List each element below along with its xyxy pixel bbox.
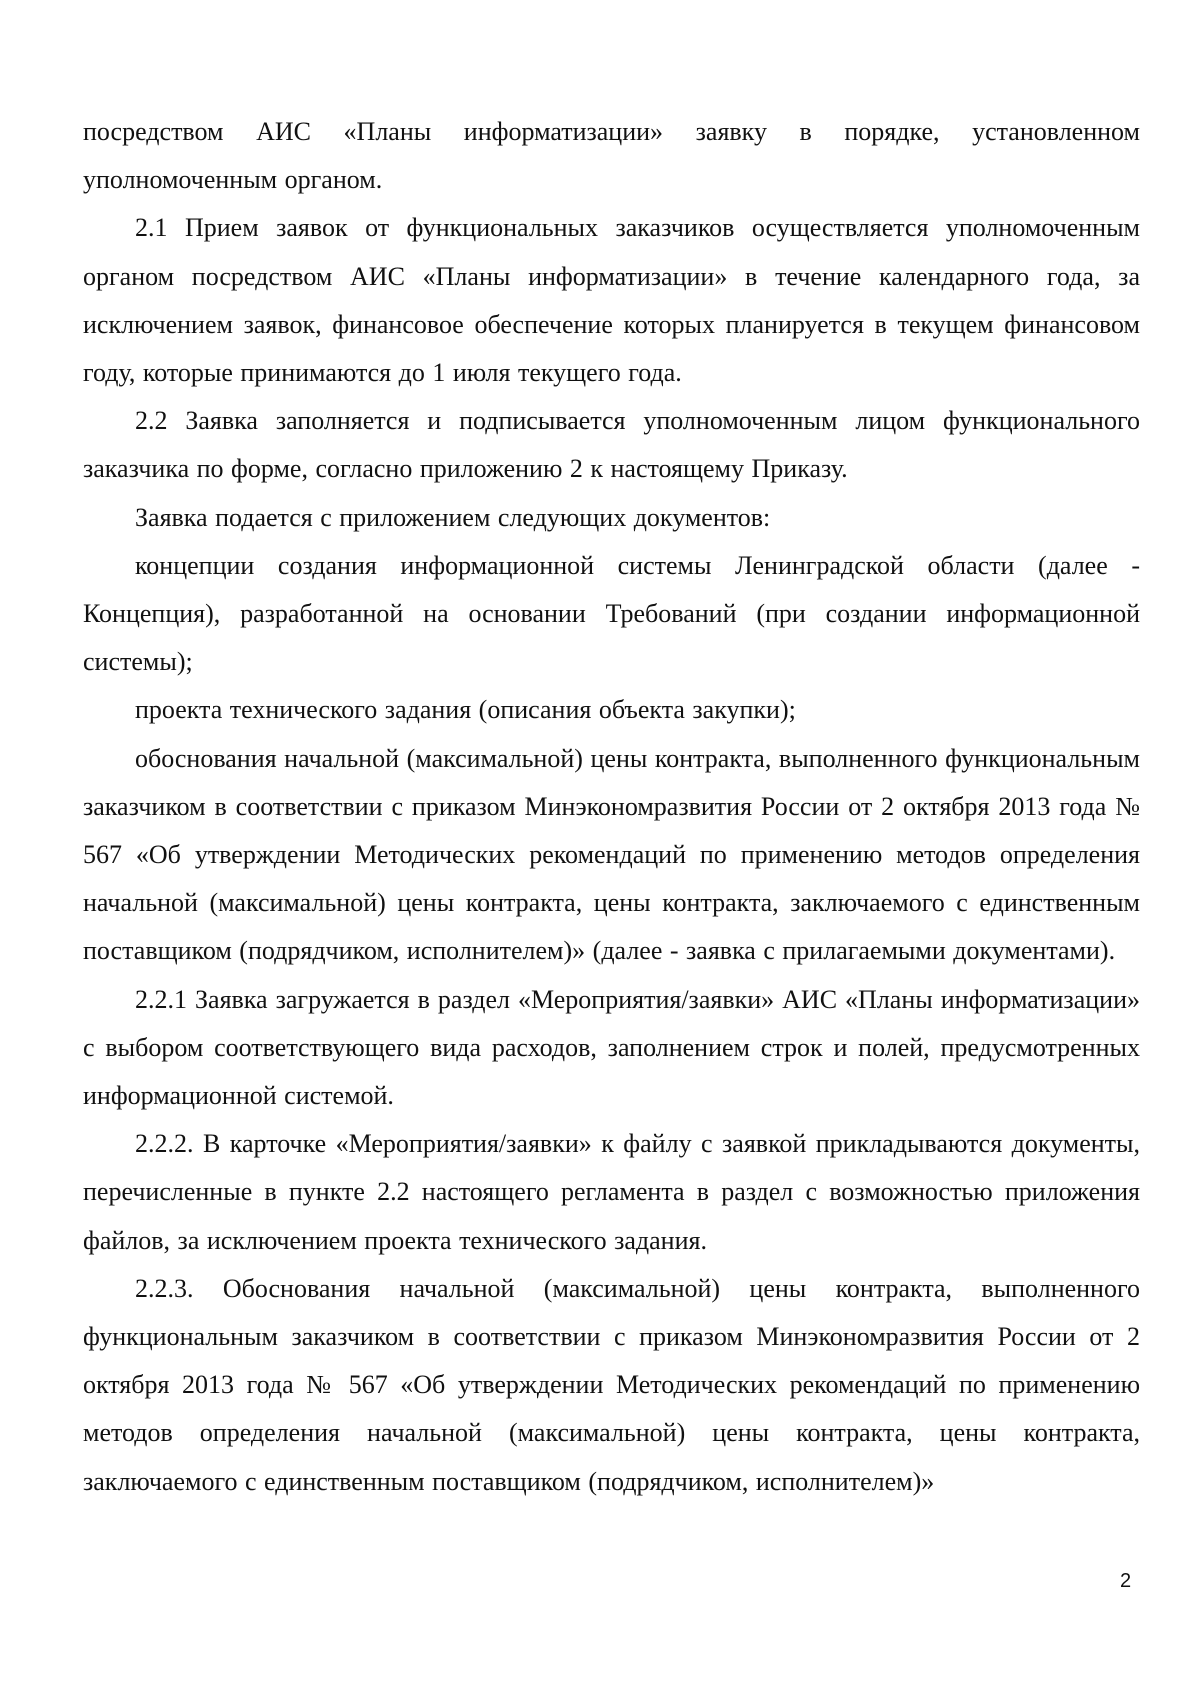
document-body bbox=[83, 108, 1140, 1506]
paragraph-technical-task: проекта технического задания (описания объекта закупки); bbox=[135, 695, 796, 725]
paragraph-2-1: 2.1 Прием заявок от функциональных заказчиков осуществляется уполномоченным органом посредством АИС «Планы информатизации» в течение календарного года, за исключением заявок, финансовое обеспечение которых планируется в текущем финансовом году, которые принимаются до 1 июля текущего года. bbox=[83, 213, 1140, 388]
paragraph-2-2: 2.2 Заявка заполняется и подписывается уполномоченным лицом функционального заказчика по форме, согласно приложению 2 к настоящему Приказу. bbox=[83, 406, 1140, 484]
paragraph-2-2-1: 2.2.1 Заявка загружается в раздел «Мероприятия/заявки» АИС «Планы информатизации» с выбором соответствующего вида расходов, заполнением строк и полей, предусмотренных информационной системой. bbox=[83, 984, 1140, 1111]
page-number: 2 bbox=[1120, 1570, 1132, 1592]
paragraph-continuation: посредством АИС «Планы информатизации» заявку в порядке, установленном уполномоченным органом. bbox=[83, 117, 1140, 195]
paragraph-concept: концепции создания информационной системы Ленинградской области (далее - Концепция), разработанной на основании Требований (при создании информационной системы); bbox=[83, 550, 1140, 677]
paragraph-price-justification: обоснования начальной (максимальной) цены контракта, выполненного функциональным заказчиком в соответствии с приказом Минэкономразвития России от 2 октября 2013 года № 567 «Об утверждении Методических рекомендаций по применению методов определения начальной (максимальной) цены контракта, цены контракта, заключаемого с единственным поставщиком (подрядчиком, исполнителем)» (далее - заявка с прилагаемыми документами). bbox=[83, 743, 1140, 966]
paragraph-documents-intro: Заявка подается с приложением следующих документов: bbox=[135, 502, 771, 532]
paragraph-2-2-3: 2.2.3. Обоснования начальной (максимальной) цены контракта, выполненного функциональным заказчиком в соответствии с приказом Минэкономразвития России от 2 октября 2013 года № 567 «Об утверждении Методических рекомендаций по применению методов определения начальной (максимальной) цены контракта, цены контракта, заключаемого с единственным поставщиком (подрядчиком, исполнителем)» bbox=[83, 1273, 1140, 1496]
paragraph-2-2-2: 2.2.2. В карточке «Мероприятия/заявки» к файлу с заявкой прикладываются документы, перечисленные в пункте 2.2 настоящего регламента в раздел с возможностью приложения файлов, за исключением проекта технического задания. bbox=[83, 1129, 1140, 1255]
